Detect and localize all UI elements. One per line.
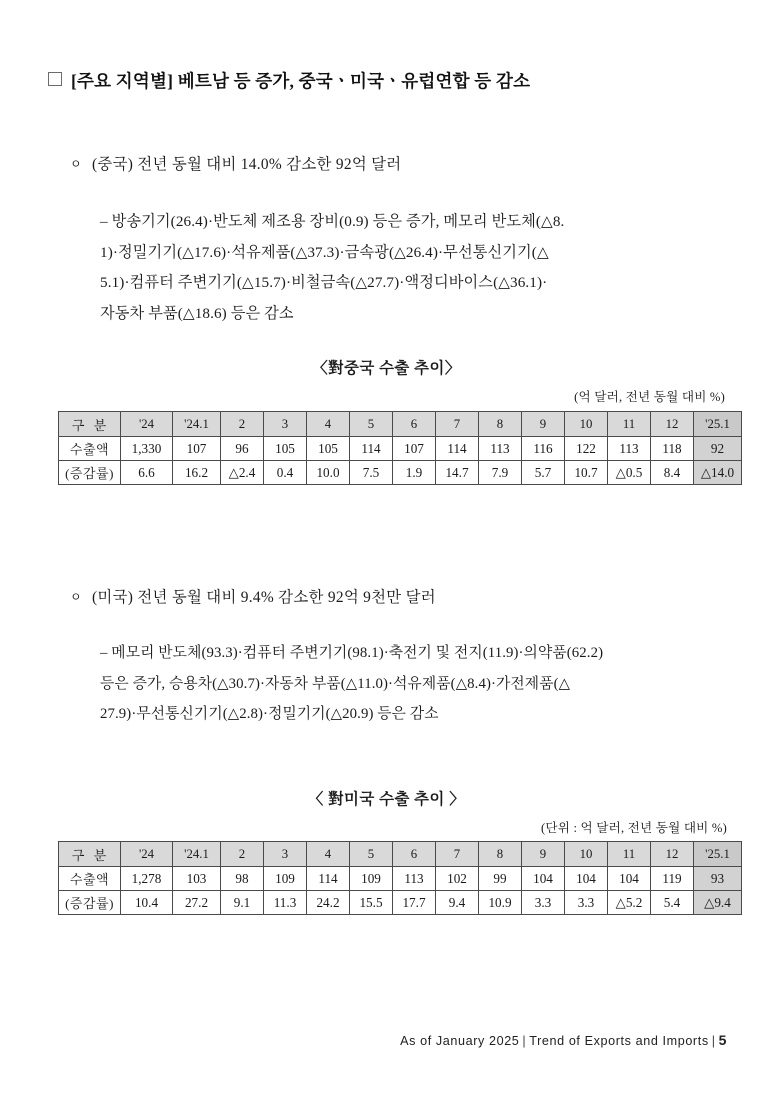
table-cell: △2.4 xyxy=(221,461,264,485)
row-label: 수출액 xyxy=(59,437,121,461)
table-cell: 10.9 xyxy=(479,891,522,915)
table-cell: 114 xyxy=(436,437,479,461)
row-label: (증감률) xyxy=(59,891,121,915)
table-cell: 10.0 xyxy=(307,461,350,485)
table-cell: 104 xyxy=(565,867,608,891)
table-cell: 27.2 xyxy=(173,891,221,915)
table-cell: 119 xyxy=(651,867,694,891)
detail-line: 등은 증가, 승용차(△30.7)·자동차 부품(△11.0)·석유제품(△8.4)·가전제품(△ xyxy=(100,675,571,692)
usa-table-title: 〈 對미국 수출 추이 〉 xyxy=(307,791,466,808)
table-cell: 116 xyxy=(522,437,565,461)
table-cell: △0.5 xyxy=(608,461,651,485)
column-header-current: '25.1 xyxy=(694,842,742,867)
column-header: 6 xyxy=(393,842,436,867)
column-header: '24.1 xyxy=(173,842,221,867)
page-number: 5 xyxy=(718,1032,727,1048)
column-header-rowlabel: 구 분 xyxy=(59,842,121,867)
column-header: 9 xyxy=(522,842,565,867)
table-cell: 105 xyxy=(307,437,350,461)
column-header-current: '25.1 xyxy=(694,412,742,437)
table-cell: 107 xyxy=(173,437,221,461)
table-header-row xyxy=(59,412,742,437)
column-header: 11 xyxy=(608,842,651,867)
table-row xyxy=(59,891,742,915)
table-cell-current: △9.4 xyxy=(694,891,742,915)
table-cell: 1.9 xyxy=(393,461,436,485)
column-header: 10 xyxy=(565,412,608,437)
footer-doc-title: Trend of Exports and Imports xyxy=(529,1034,709,1048)
detail-line: 1)·정밀기기(△17.6)·석유제품(△37.3)·금속광(△26.4)·무선통신기기(△ xyxy=(100,243,549,261)
table-cell: △5.2 xyxy=(608,891,651,915)
table-cell: 9.4 xyxy=(436,891,479,915)
column-header-rowlabel: 구 분 xyxy=(59,412,121,437)
column-header: 4 xyxy=(307,842,350,867)
column-header: 5 xyxy=(350,412,393,437)
table-cell: 14.7 xyxy=(436,461,479,485)
china-table-unit: (억 달러, 전년 동월 대비 %) xyxy=(574,390,725,404)
table-row xyxy=(59,867,742,891)
table-cell: 7.9 xyxy=(479,461,522,485)
china-table-title: 〈對중국 수출 추이〉 xyxy=(312,360,461,377)
row-label: (증감률) xyxy=(59,461,121,485)
table-cell: 10.4 xyxy=(121,891,173,915)
column-header: 12 xyxy=(651,842,694,867)
table-cell: 118 xyxy=(651,437,694,461)
table-cell: 104 xyxy=(522,867,565,891)
column-header: 11 xyxy=(608,412,651,437)
table-cell: 113 xyxy=(393,867,436,891)
column-header: 8 xyxy=(479,412,522,437)
table-row xyxy=(59,461,742,485)
column-header: 3 xyxy=(264,842,307,867)
section-china-summary-text: (중국) 전년 동월 대비 14.0% 감소한 92억 달러 xyxy=(92,156,402,173)
column-header: '24 xyxy=(121,842,173,867)
table-cell: 113 xyxy=(479,437,522,461)
table-cell: 3.3 xyxy=(565,891,608,915)
table-cell: 114 xyxy=(350,437,393,461)
section-china-summary xyxy=(70,152,401,174)
column-header: 7 xyxy=(436,842,479,867)
table-cell: 5.4 xyxy=(651,891,694,915)
column-header: 2 xyxy=(221,412,264,437)
table-cell: 7.5 xyxy=(350,461,393,485)
table-cell: 122 xyxy=(565,437,608,461)
column-header: 5 xyxy=(350,842,393,867)
table-cell: 105 xyxy=(264,437,307,461)
table-cell: 9.1 xyxy=(221,891,264,915)
table-cell: 113 xyxy=(608,437,651,461)
detail-line: 27.9)·무선통신기기(△2.8)·정밀기기(△20.9) 등은 감소 xyxy=(100,706,439,722)
column-header: 10 xyxy=(565,842,608,867)
section-usa-detail xyxy=(100,638,603,730)
table-cell: 109 xyxy=(264,867,307,891)
circle-bullet-icon: ㅇ xyxy=(70,157,82,171)
detail-line: 자동차 부품(△18.6) 등은 감소 xyxy=(100,304,294,322)
footer-date: As of January 2025 xyxy=(400,1034,520,1048)
table-row xyxy=(59,437,742,461)
detail-line: 5.1)·컴퓨터 주변기기(△15.7)·비철금속(△27.7)·액정디바이스(△36.1)· xyxy=(100,274,548,291)
table-cell: 99 xyxy=(479,867,522,891)
table-cell: 107 xyxy=(393,437,436,461)
usa-table-unit: (단위 : 억 달러, 전년 동월 대비 %) xyxy=(541,821,727,835)
china-export-table xyxy=(58,411,742,485)
section-usa-summary xyxy=(70,585,436,607)
table-cell: 16.2 xyxy=(173,461,221,485)
table-cell: 17.7 xyxy=(393,891,436,915)
column-header: 12 xyxy=(651,412,694,437)
page-title-text: [주요 지역별] 베트남 등 증가, 중국ㆍ미국ㆍ유럽연합 등 감소 xyxy=(71,71,531,91)
table-cell: 109 xyxy=(350,867,393,891)
table-cell: 15.5 xyxy=(350,891,393,915)
table-cell-current: △14.0 xyxy=(694,461,742,485)
page-footer xyxy=(400,1032,727,1048)
column-header: 2 xyxy=(221,842,264,867)
column-header: '24.1 xyxy=(173,412,221,437)
column-header: 3 xyxy=(264,412,307,437)
table-header-row xyxy=(59,842,742,867)
footer-separator: | xyxy=(522,1034,527,1048)
table-cell: 6.6 xyxy=(121,461,173,485)
table-cell: 8.4 xyxy=(651,461,694,485)
table-cell: 96 xyxy=(221,437,264,461)
row-label: 수출액 xyxy=(59,867,121,891)
table-cell: 103 xyxy=(173,867,221,891)
section-china-detail xyxy=(100,207,564,329)
section-usa-summary-text: (미국) 전년 동월 대비 9.4% 감소한 92억 9천만 달러 xyxy=(92,589,436,606)
table-cell: 3.3 xyxy=(522,891,565,915)
table-cell: 0.4 xyxy=(264,461,307,485)
column-header: '24 xyxy=(121,412,173,437)
column-header: 6 xyxy=(393,412,436,437)
table-cell: 102 xyxy=(436,867,479,891)
footer-separator: | xyxy=(711,1034,716,1048)
column-header: 7 xyxy=(436,412,479,437)
table-cell-current: 92 xyxy=(694,437,742,461)
table-cell: 10.7 xyxy=(565,461,608,485)
column-header: 8 xyxy=(479,842,522,867)
table-cell-current: 93 xyxy=(694,867,742,891)
table-cell: 24.2 xyxy=(307,891,350,915)
circle-bullet-icon: ㅇ xyxy=(70,590,82,604)
table-cell: 5.7 xyxy=(522,461,565,485)
detail-line: – 방송기기(26.4)·반도체 제조용 장비(0.9) 등은 증가, 메모리 반도체(△8. xyxy=(100,213,565,230)
table-cell: 104 xyxy=(608,867,651,891)
table-cell: 11.3 xyxy=(264,891,307,915)
table-cell: 114 xyxy=(307,867,350,891)
table-cell: 98 xyxy=(221,867,264,891)
column-header: 9 xyxy=(522,412,565,437)
column-header: 4 xyxy=(307,412,350,437)
usa-export-table xyxy=(58,841,742,915)
page-title xyxy=(48,68,530,93)
detail-line: – 메모리 반도체(93.3)·컴퓨터 주변기기(98.1)·축전기 및 전지(11.9)·의약품(62.2) xyxy=(100,645,604,661)
square-outline-icon xyxy=(48,72,62,86)
table-cell: 1,330 xyxy=(121,437,173,461)
table-cell: 1,278 xyxy=(121,867,173,891)
